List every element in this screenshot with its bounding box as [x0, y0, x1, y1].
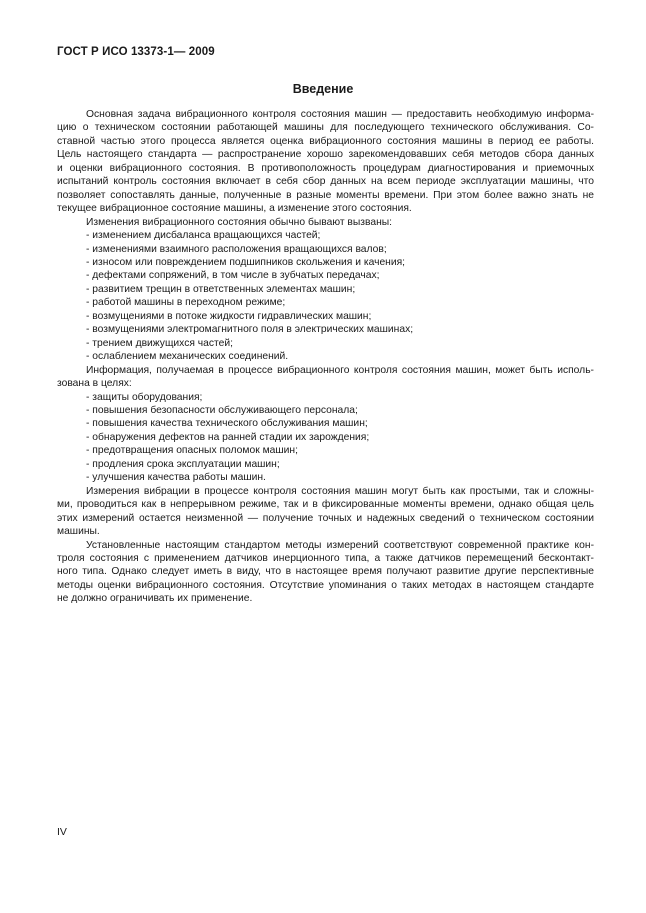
text-line: - работой машины в переходном режиме; — [86, 297, 286, 309]
text-line: Информация, получаемая в процессе вибрационного контроля состояния машин, может быть исполь- — [86, 364, 594, 376]
text-line: - изменениями взаимного расположения вращающихся валов; — [86, 243, 387, 255]
text-line: ми, проводиться как в непрерывном режиме, так и в фиксированные моменты времени, однако общая цель — [57, 499, 594, 511]
body-text — [57, 108, 594, 606]
text-line: и оценки вибрационного состояния. В противоположность процедурам диагностирования и приемочных — [57, 162, 594, 174]
text-line: - развитием трещин в ответственных элементах машин; — [86, 283, 356, 295]
text-line: цию о техническом состоянии работающей машины для последующего технического обслуживания. Со- — [57, 122, 594, 134]
page-number: IV — [57, 826, 67, 838]
text-line: - дефектами сопряжений, в том числе в зубчатых передачах; — [86, 270, 380, 282]
text-line: - ослаблением механических соединений. — [86, 351, 289, 363]
text-line: - улучшения качества работы машин. — [86, 472, 266, 484]
text-line: троля состояния с применением датчиков инерционного типа, а также датчиков перемещений бесконтакт- — [57, 552, 594, 564]
text-line: Цель настоящего стандарта — распространение хорошо зарекомендовавших себя методов сбора данных — [57, 149, 594, 161]
text-line: Установленные настоящим стандартом методы измерений соответствуют современной практике кон- — [86, 539, 594, 551]
text-line: текущее вибрационное состояние машины, а изменение этого состояния. — [57, 203, 412, 215]
text-line: - повышения качества технического обслуживания машин; — [86, 418, 368, 430]
text-line: - износом или повреждением подшипников скольжения и качения; — [86, 256, 406, 268]
text-line: - предотвращения опасных поломок машин; — [86, 445, 298, 457]
text-line: - продления срока эксплуатации машин; — [86, 458, 280, 470]
text-line: ставной частью этого процесса является оценка вибрационного состояния машины в период ее работы. — [57, 135, 594, 147]
text-line: - возмущениями электромагнитного поля в электрических машинах; — [86, 324, 414, 336]
text-line: ного типа. Однако следует иметь в виду, что в настоящее время получают развитие другие перспективные — [57, 566, 594, 578]
text-line: этих измерений остается неизменной — получение точных и надежных сведений о техническом состоянии — [57, 512, 594, 524]
text-line: Основная задача вибрационного контроля состояния машин — предоставить необходимую информа- — [86, 109, 594, 120]
text-line: - изменением дисбаланса вращающихся частей; — [86, 230, 321, 242]
text-line: - обнаружения дефектов на ранней стадии их зарождения; — [86, 431, 370, 443]
text-line: - возмущениями в потоке жидкости гидравлических машин; — [86, 310, 372, 322]
text-line: - повышения безопасности обслуживающего персонала; — [86, 404, 358, 416]
text-line: методы оценки вибрационного состояния. Отсутствие упоминания о таких методах в настоящем стандарте — [57, 579, 594, 591]
text-line: Изменения вибрационного состояния обычно бывают вызваны: — [86, 216, 393, 228]
text-line: позволяет сопоставлять данные, полученные в разные моменты времени. При этом более важно знать не — [57, 189, 594, 201]
text-line: зована в целях: — [57, 378, 132, 390]
text-line: - защиты оборудования; — [86, 391, 203, 403]
document-header: ГОСТ Р ИСО 13373-1— 2009 — [57, 46, 215, 58]
text-line: Измерения вибрации в процессе контроля состояния машин могут быть как простыми, так и сложны- — [86, 485, 594, 497]
section-title: Введение — [292, 82, 354, 96]
text-line: испытаний контроль состояния включает в себя сбор данных на всем периоде эксплуатации машины, что — [57, 176, 594, 188]
text-line: не должно ограничивать их применение. — [57, 593, 253, 605]
text-line: машины. — [57, 526, 100, 538]
text-line: - трением движущихся частей; — [86, 337, 233, 349]
